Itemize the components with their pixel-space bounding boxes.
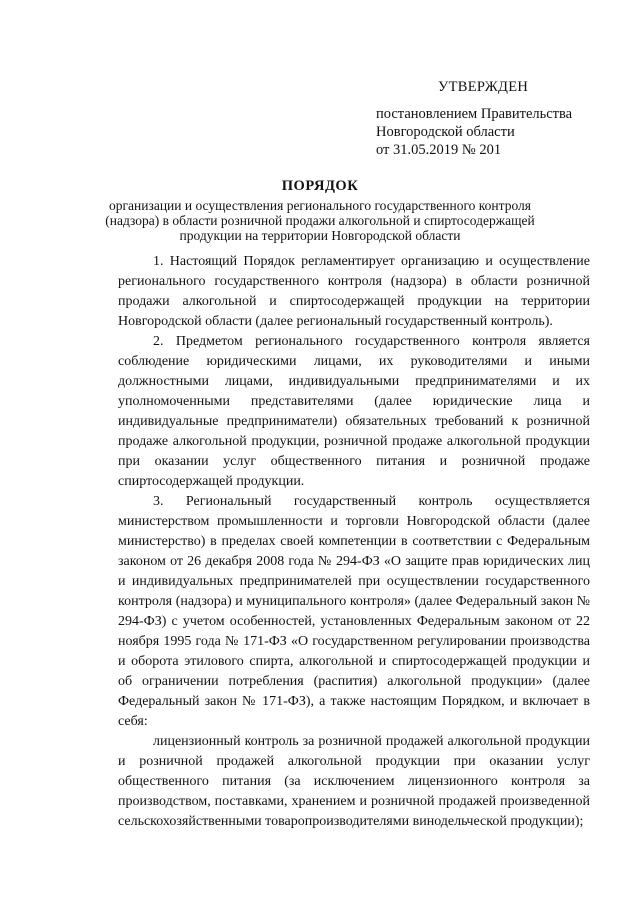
approval-line: постановлением Правительства — [376, 106, 573, 122]
approval-line: Новгородской области — [376, 124, 515, 140]
document-subtitle — [60, 198, 580, 243]
paragraph-1: 1. Настоящий Порядок регламентирует организацию и осуществление регионального государственного контроля (надзора) в области розничной продажи алкогольной и спиртосодержащей продукции на территории Новгородской области (далее региональный государственный контроль). — [118, 254, 590, 329]
paragraph-4: лицензионный контроль за розничной продажей алкогольной продукции и розничной продажей алкогольной продукции при оказании услуг общественного питания (за исключением лицензионного контроля за производством, поставками, хранением и розничной продажей произведенной сельскохозяйственными товаропроизводителями винодельческой продукции); — [118, 734, 590, 829]
document-body — [118, 252, 590, 832]
paragraph-2: 2. Предметом регионального государственного контроля является соблюдение юридическими лицами, их руководителями и иными должностными лицами, индивидуальными предпринимателями и их уполномоченными представителями (далее юридические лица и индивидуальные предприниматели) обязательных требований к розничной продаже алкогольной продукции, розничной продаже алкогольной продукции при оказании услуг общественного питания и розничной продаже спиртосодержащей продукции. — [118, 334, 590, 489]
subtitle-line: продукции на территории Новгородской области — [179, 228, 461, 243]
approval-block — [376, 78, 616, 159]
approval-stamp: УТВЕРЖДЕН — [438, 79, 529, 95]
subtitle-line: (надзора) в области розничной продажи алкогольной и спиртосодержащей — [105, 213, 535, 228]
paragraph-3: 3. Региональный государственный контроль осуществляется министерством промышленности и торговли Новгородской области (далее министерство) в пределах своей компетенции в соответствии с Федеральным законом от 26 декабря 2008 года № 294-ФЗ «О защите прав юридических лиц и индивидуальных предпринимателей при осуществлении государственного контроля (надзора) и муниципального контроля» (далее Федеральный закон № 294-ФЗ) с учетом особенностей, установленных Федеральным законом от 22 ноября 1995 года № 171-ФЗ «О государственном регулировании производства и оборота этилового спирта, алкогольной и спиртосодержащей продукции и об ограничении потребления (распития) алкогольной продукции» (далее Федеральный закон № 171-ФЗ), а также настоящим Порядком, и включает в себя: — [118, 494, 590, 729]
approval-date-number: от 31.05.2019 № 201 — [376, 142, 502, 158]
document-title: ПОРЯДОК — [281, 178, 359, 194]
subtitle-line: организации и осуществления регионального государственного контроля — [109, 198, 531, 213]
